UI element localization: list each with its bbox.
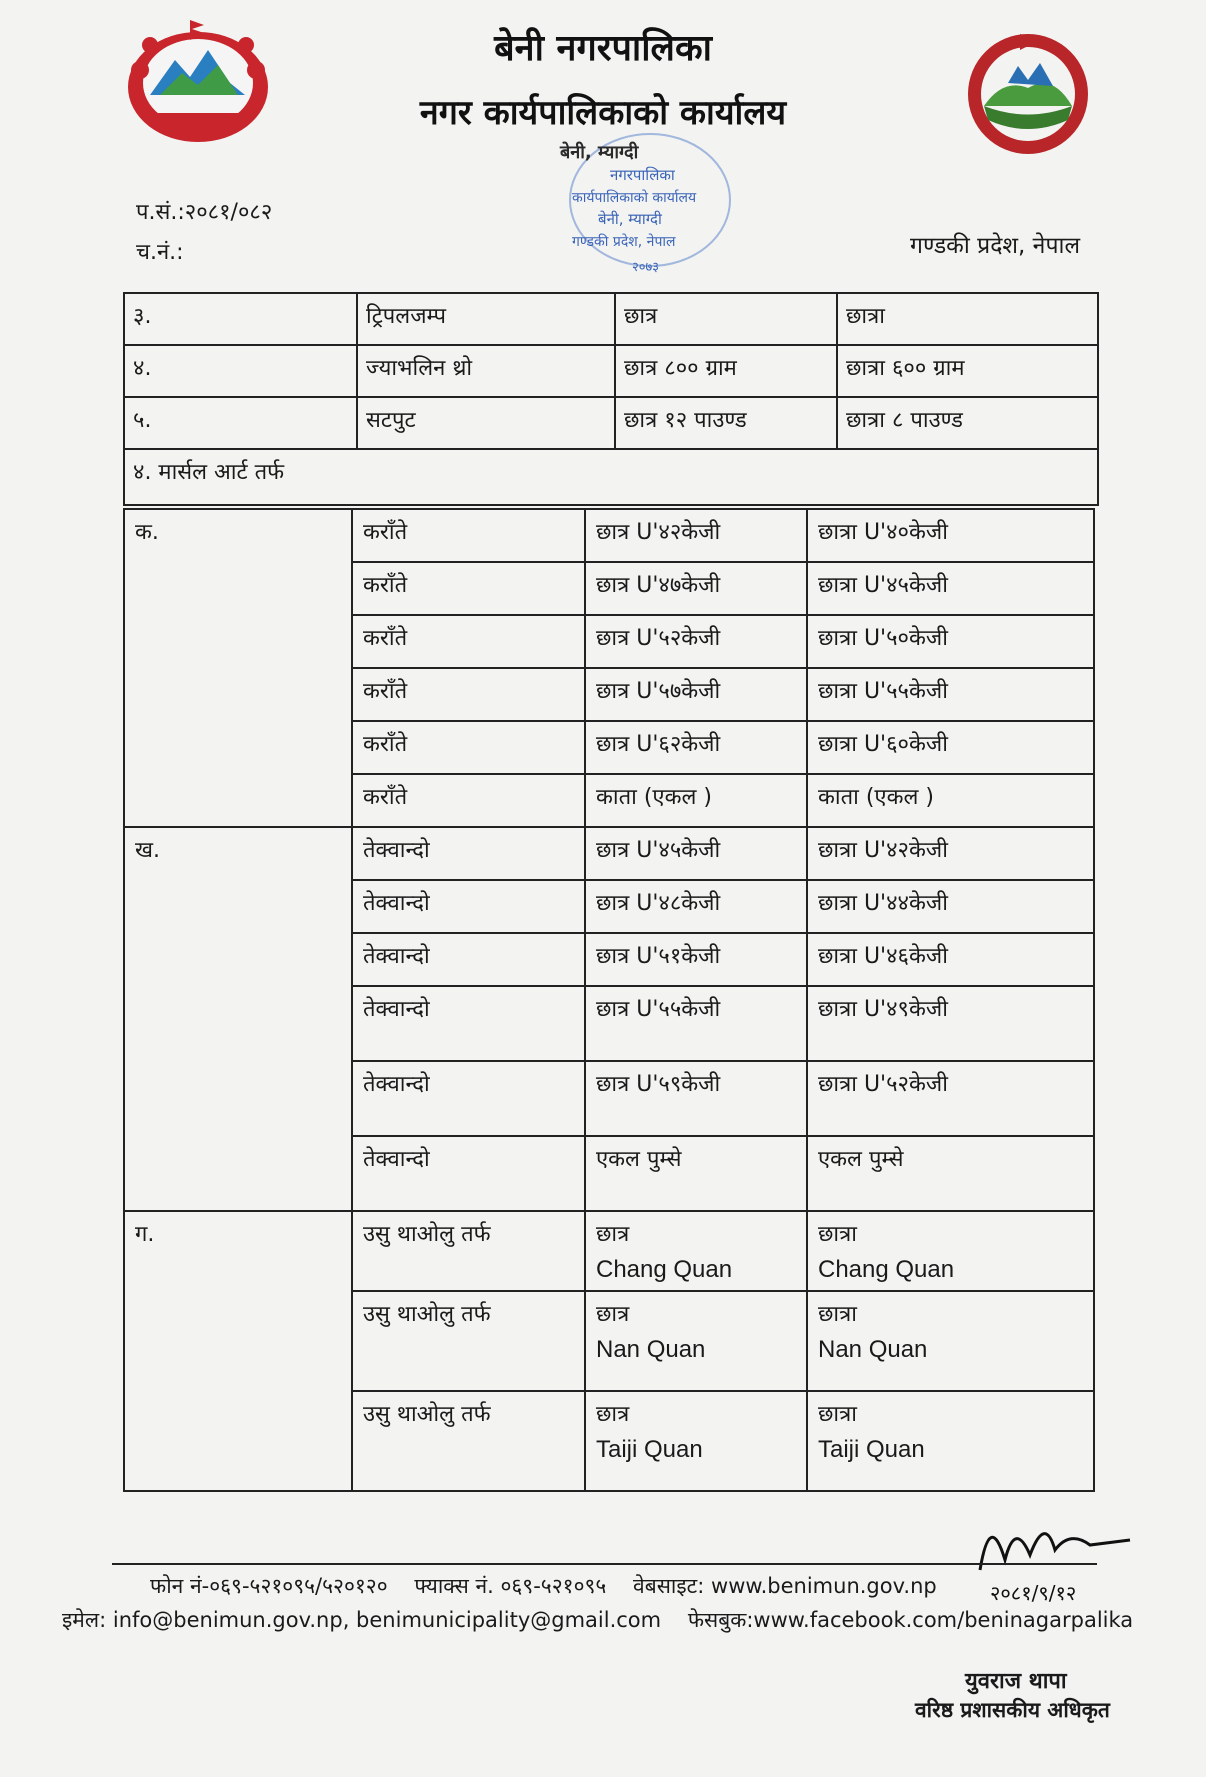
boys-category: छात्र १२ पाउण्ड bbox=[615, 397, 837, 449]
style-name: Chang Quan bbox=[596, 1256, 733, 1283]
boys-label: छात्र bbox=[596, 1222, 630, 1247]
event-name: तेक्वान्दो bbox=[352, 933, 585, 986]
website-label: वेबसाइट: bbox=[633, 1574, 705, 1598]
style-name: Nan Quan bbox=[596, 1336, 706, 1363]
event-name: कराँते bbox=[352, 774, 585, 827]
boys-category bbox=[585, 1211, 807, 1291]
girls-category: छात्रा U'४४केजी bbox=[807, 880, 1094, 933]
boys-category: छात्र U'४२केजी bbox=[585, 509, 807, 562]
event-name: कराँते bbox=[352, 668, 585, 721]
footer-divider bbox=[112, 1563, 1097, 1565]
event-name: कराँते bbox=[352, 562, 585, 615]
boys-category: छात्र U'५५केजी bbox=[585, 986, 807, 1061]
wushu-label: ग. bbox=[124, 1211, 352, 1491]
girls-category: छात्रा U'५५केजी bbox=[807, 668, 1094, 721]
section-heading: ४. मार्सल आर्ट तर्फ bbox=[124, 449, 1098, 505]
girls-category: छात्रा ६०० ग्राम bbox=[837, 345, 1098, 397]
girls-label: छात्रा bbox=[818, 1222, 857, 1247]
footer-contact bbox=[150, 1572, 937, 1600]
table-row bbox=[124, 1211, 1094, 1291]
table-row bbox=[124, 293, 1098, 345]
boys-category: छात्र bbox=[615, 293, 837, 345]
event-name: तेक्वान्दो bbox=[352, 1061, 585, 1136]
boys-label: छात्र bbox=[596, 1402, 630, 1427]
event-name: कराँते bbox=[352, 615, 585, 668]
table-row bbox=[124, 345, 1098, 397]
signature-mark bbox=[960, 1500, 1140, 1610]
office-title: बेनी नगरपालिका bbox=[494, 28, 712, 69]
girls-category: छात्रा U'४२केजी bbox=[807, 827, 1094, 880]
event-name: कराँते bbox=[352, 721, 585, 774]
boys-category: एकल पुम्से bbox=[585, 1136, 807, 1211]
girls-category bbox=[807, 1211, 1094, 1291]
boys-category: छात्र U'५२केजी bbox=[585, 615, 807, 668]
row-number: ५. bbox=[124, 397, 357, 449]
table-row bbox=[124, 827, 1094, 880]
event-name: तेक्वान्दो bbox=[352, 1136, 585, 1211]
taekwondo-label: ख. bbox=[124, 827, 352, 1211]
girls-category bbox=[807, 1291, 1094, 1391]
event-name: तेक्वान्दो bbox=[352, 986, 585, 1061]
email-label: इमेल: bbox=[62, 1608, 107, 1632]
stamp-line-3: कार्यपालिकाको कार्यालय bbox=[572, 190, 697, 206]
girls-category: छात्रा U'४६केजी bbox=[807, 933, 1094, 986]
style-name: Taiji Quan bbox=[818, 1436, 925, 1463]
row-number: ३. bbox=[124, 293, 357, 345]
table-row bbox=[124, 509, 1094, 562]
girls-label: छात्रा bbox=[818, 1302, 857, 1327]
boys-category: काता (एकल ) bbox=[585, 774, 807, 827]
facebook-label: फेसबुक: bbox=[687, 1608, 754, 1632]
stamp-line-2: नगरपालिका bbox=[610, 166, 675, 184]
martial-arts-table bbox=[123, 508, 1095, 1492]
event-name: तेक्वान्दो bbox=[352, 827, 585, 880]
row-number: ४. bbox=[124, 345, 357, 397]
girls-category: छात्रा U'६०केजी bbox=[807, 721, 1094, 774]
style-name: Chang Quan bbox=[818, 1256, 955, 1283]
signature-date: २०८१/९/१२ bbox=[990, 1581, 1077, 1605]
email-link[interactable]: info@benimun.gov.np, benimunicipality@gmail.com bbox=[112, 1608, 662, 1632]
stamp-year: २०७३ bbox=[632, 260, 660, 275]
website-link[interactable]: www.benimun.gov.np bbox=[711, 1574, 937, 1598]
girls-label: छात्रा bbox=[818, 1402, 857, 1427]
office-subtitle: नगर कार्यपालिकाको कार्यालय bbox=[419, 93, 787, 133]
event-name: तेक्वान्दो bbox=[352, 880, 585, 933]
event-name: सटपुट bbox=[357, 397, 615, 449]
boys-category: छात्र U'५७केजी bbox=[585, 668, 807, 721]
footer-online bbox=[62, 1606, 1133, 1634]
boys-category: छात्र U'५१केजी bbox=[585, 933, 807, 986]
boys-category bbox=[585, 1391, 807, 1491]
athletics-table bbox=[123, 292, 1099, 506]
girls-category: छात्रा U'४०केजी bbox=[807, 509, 1094, 562]
girls-category: छात्रा U'४९केजी bbox=[807, 986, 1094, 1061]
style-name: Nan Quan bbox=[818, 1336, 928, 1363]
style-name: Taiji Quan bbox=[596, 1436, 703, 1463]
event-name: उसु थाओलु तर्फ bbox=[352, 1291, 585, 1391]
karate-label: क. bbox=[124, 509, 352, 827]
boys-category: छात्र U'५९केजी bbox=[585, 1061, 807, 1136]
fax-number: फ्याक्स नं. ०६९-५२१०९५ bbox=[414, 1574, 607, 1598]
phone-number: फोन नं-०६९-५२१०९५/५२०१२० bbox=[150, 1574, 388, 1598]
reference-number: प.सं.:२०८१/०८२ bbox=[136, 200, 273, 225]
event-name: ट्रिपलजम्प bbox=[357, 293, 615, 345]
signatory-title: वरिष्ठ प्रशासकीय अधिकृत bbox=[915, 1698, 1110, 1722]
event-name: उसु थाओलु तर्फ bbox=[352, 1391, 585, 1491]
girls-category bbox=[807, 1391, 1094, 1491]
boys-category: छात्र U'४५केजी bbox=[585, 827, 807, 880]
girls-category: छात्रा bbox=[837, 293, 1098, 345]
official-stamp bbox=[550, 128, 740, 280]
girls-category: छात्रा U'५०केजी bbox=[807, 615, 1094, 668]
boys-category: छात्र U'६२केजी bbox=[585, 721, 807, 774]
girls-category: एकल पुम्से bbox=[807, 1136, 1094, 1211]
girls-category: छात्रा U'५२केजी bbox=[807, 1061, 1094, 1136]
signatory-name: युवराज थापा bbox=[965, 1669, 1067, 1694]
boys-category bbox=[585, 1291, 807, 1391]
boys-category: छात्र ८०० ग्राम bbox=[615, 345, 837, 397]
table-row bbox=[124, 397, 1098, 449]
event-name: कराँते bbox=[352, 509, 585, 562]
stamp-line-1: बेनी, म्याग्दी bbox=[560, 142, 639, 163]
girls-category: काता (एकल ) bbox=[807, 774, 1094, 827]
boys-category: छात्र U'४७केजी bbox=[585, 562, 807, 615]
event-name: उसु थाओलु तर्फ bbox=[352, 1211, 585, 1291]
event-name: ज्याभलिन थ्रो bbox=[357, 345, 615, 397]
dispatch-number: च.नं.: bbox=[136, 240, 184, 265]
stamp-line-4: बेनी, म्याग्दी bbox=[598, 210, 662, 228]
boys-label: छात्र bbox=[596, 1302, 630, 1327]
boys-category: छात्र U'४८केजी bbox=[585, 880, 807, 933]
province-label: गण्डकी प्रदेश, नेपाल bbox=[910, 233, 1081, 259]
stamp-line-5: गण्डकी प्रदेश, नेपाल bbox=[572, 234, 676, 250]
girls-category: छात्रा ८ पाउण्ड bbox=[837, 397, 1098, 449]
girls-category: छात्रा U'४५केजी bbox=[807, 562, 1094, 615]
facebook-link[interactable]: www.facebook.com/beninagarpalika bbox=[753, 1608, 1134, 1632]
table-row bbox=[124, 449, 1098, 505]
